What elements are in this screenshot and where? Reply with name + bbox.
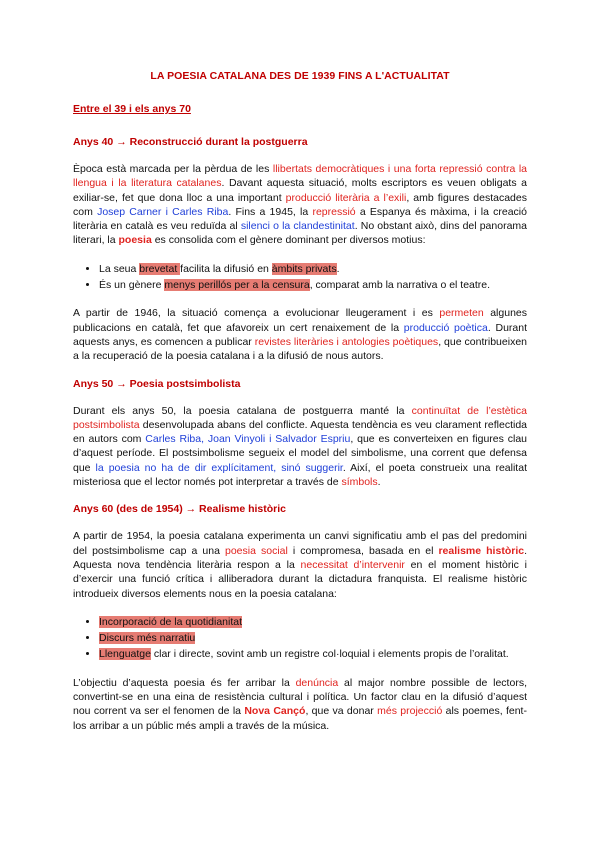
text: es consolida com el gènere dominant per diversos motius: [151, 234, 426, 247]
text: , comparat amb la narrativa o el teatre. [309, 279, 491, 292]
highlight-blue-text: producció poètica [403, 321, 488, 334]
text: A partir de 1946, la situació comença a evolucionar lleugerament i es [73, 307, 440, 320]
text: . [377, 476, 381, 489]
list-anys-40 [73, 262, 527, 293]
list-anys-60 [73, 615, 527, 662]
paragraph-anys-50 [73, 404, 527, 490]
highlight-red-text: més projecció [377, 705, 443, 718]
text: als poemes, fent-los arribar a un públic més ampli a través de la música. [73, 705, 527, 732]
text: La seua [99, 262, 140, 275]
paragraph-anys-40-intro [73, 162, 527, 248]
text: , que va donar [305, 705, 378, 718]
text: , que es converteixen en figures clau d’aquest període. El postsimbolisme segueix el model del simbolisme, una corrent que defensa que [73, 433, 527, 474]
highlight-blue-text: la poesia no ha de dir explícitament, sinó suggerir [95, 461, 343, 474]
text: , amb figures destacades com [73, 191, 527, 218]
highlight-red-text: repressió [312, 205, 356, 218]
highlight-red-text: necessitat d’intervenir [300, 558, 405, 571]
highlighted-text: Incorporació de la quotidianitat [99, 615, 243, 628]
heading-anys-40: Anys 40 → Reconstrucció durant la postguerra [73, 136, 308, 148]
highlight-blue-text: Josep Carner i Carles Riba [97, 205, 229, 218]
list-item [99, 278, 527, 292]
highlight-red-text: denúncia [295, 676, 339, 689]
text: És un gènere [99, 279, 165, 292]
heading-anys-50: Anys 50 → Poesia postsimbolista [73, 377, 241, 390]
highlight-red-text: revistes literàries i antologies poètiques [254, 335, 439, 348]
paragraph-anys-60 [73, 529, 527, 600]
paragraph-anys-60-objectiu [73, 676, 527, 733]
text: al major nombre possible de lectors, convertint-se en una eina de resistència cultural i política. Un factor clau en la difusió d’aquest nou corrent va ser el fenomen de la [73, 676, 527, 718]
highlighted-text: Llenguatge [99, 648, 151, 661]
bold-red-text: poesia [118, 234, 152, 247]
text: . [336, 262, 340, 275]
paragraph-anys-40-1946 [73, 306, 527, 363]
list-item [99, 615, 527, 629]
text: Durant els anys 50, la poesia catalana de postguerra manté la [73, 404, 412, 417]
text: . No obstant això, dins del panorama literari, la [73, 220, 527, 247]
highlight-red-text: permeten [439, 307, 484, 320]
text: en el moment històric i d’exercir una funció crítica i alliberadora durant la dictadura franquista. El realisme històric introdueix diversos elements nous en la poesia catalana: [73, 558, 527, 600]
text: L’objectiu d’aquesta poesia és fer arribar la [73, 676, 296, 689]
text: . Aquesta nova tendència literària respon a la [73, 544, 527, 571]
text: . Davant aquesta situació, molts escriptors es veuen obligats a exiliar-se, fet que dona lloc a una important [73, 177, 527, 204]
text: clar i directe, sovint amb un registre col·loquial i elements propis de l’oralitat. [150, 648, 509, 661]
highlighted-text: menys perillós per a la censura [164, 279, 310, 292]
highlight-red-text: continuïtat de l’estètica postsimbolista [73, 404, 527, 431]
text: Època està marcada per la pèrdua de les [73, 163, 273, 175]
text: A partir de 1954, la poesia catalana experimenta un canvi significatiu amb el pas del predomini del postsimbolisme cap a una [73, 530, 527, 557]
text: facilita la difusió en [180, 262, 272, 275]
bold-red-text: realisme històric [438, 544, 525, 557]
list-item [99, 631, 527, 645]
text: . Fins a 1945, la [228, 205, 313, 218]
highlight-blue-text: Carles Riba, Joan Vinyoli i Salvador Espriu [145, 433, 351, 446]
text: . Així, el poeta construeix una realitat misteriosa que el lector només pot interpretar a través de [73, 461, 527, 489]
highlighted-text: brevetat [139, 262, 181, 275]
document-title: LA POESIA CATALANA DES DE 1939 FINS A L'ACTUALITAT [150, 70, 450, 82]
text: algunes publicacions en català, fet que afavoreix un cert renaixement de la [73, 307, 527, 334]
highlighted-text: Discurs més narratiu [99, 632, 196, 645]
highlighted-text: àmbits privats [271, 262, 337, 275]
list-item [99, 262, 527, 276]
highlight-red-text: poesia social [224, 544, 288, 557]
bold-red-text: Nova Cançó [244, 705, 306, 718]
text: a Espanya és màxima, i la creació literària en català es veu reduïda al [73, 205, 527, 233]
text: . Durant aquests anys, es comencen a publicar [73, 321, 527, 348]
text: , que contribueixen a la recuperació de la poesia catalana i a la difusió de nous autors. [73, 335, 527, 363]
text: desenvolupada abans del conflicte. Aquesta tendència es veu clarament reflectida en autors com [73, 418, 527, 446]
list-item [99, 647, 527, 661]
highlight-red-text: producció literària a l’exili [285, 191, 407, 204]
highlight-blue-text: silenci o la clandestinitat [240, 220, 355, 233]
heading-anys-60: Anys 60 (des de 1954) → Realisme històric [73, 503, 287, 516]
section-heading-39-70: Entre el 39 i els anys 70 [73, 103, 191, 115]
highlight-red-text: símbols [341, 476, 378, 489]
highlight-red-text: llibertats democràtiques i una forta repressió contra la llengua i la literatura catalanes [73, 163, 527, 190]
text: i compromesa, basada en el [287, 544, 439, 557]
